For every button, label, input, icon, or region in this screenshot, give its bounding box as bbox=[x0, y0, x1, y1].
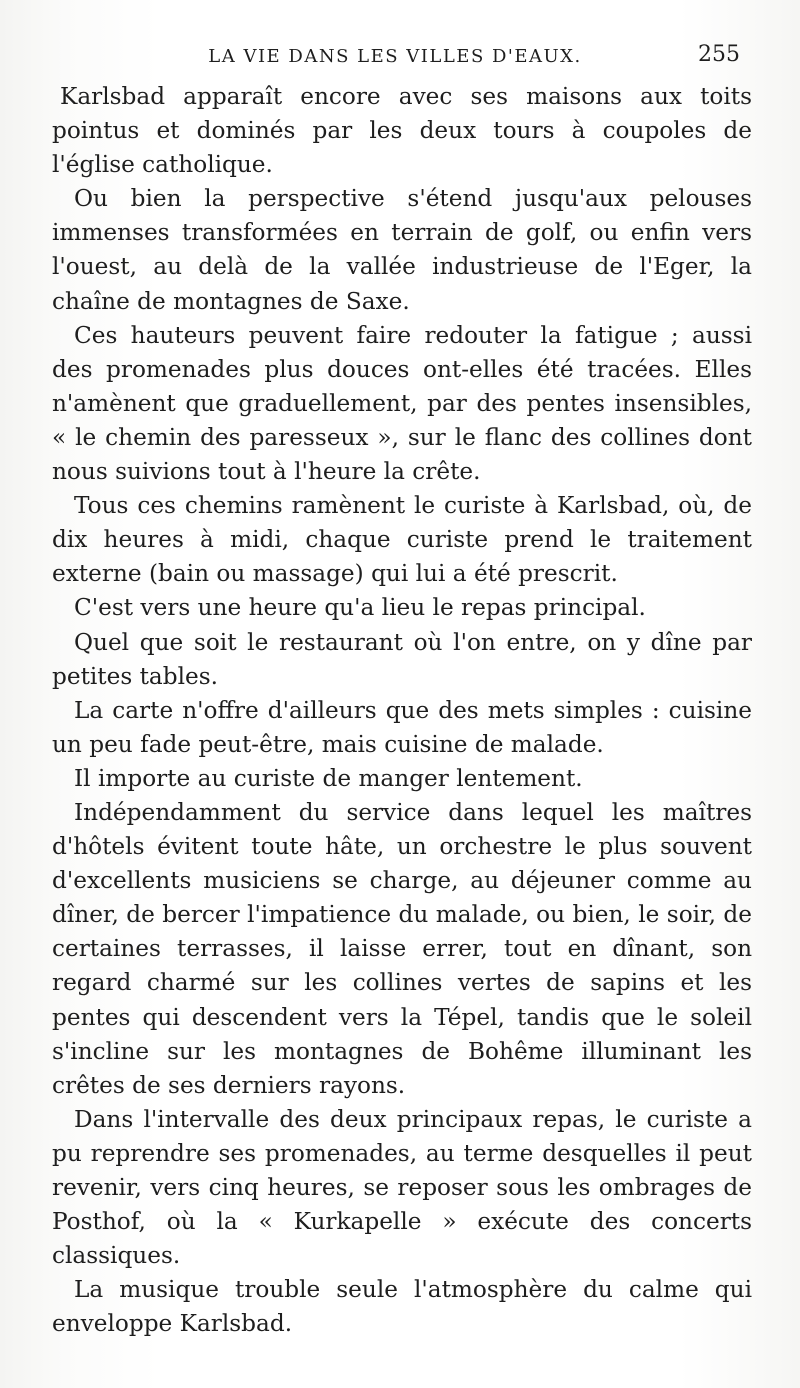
paragraph: Ou bien la perspective s'étend jusqu'aux pelouses immenses transformées en terrain de golf, ou enfin vers l'ouest, au delà de la vallée industrieuse de l'Eger, la chaîne de montagnes de Saxe. bbox=[52, 185, 752, 315]
page-header bbox=[50, 42, 740, 74]
body-text bbox=[52, 80, 752, 1341]
paragraph: La carte n'offre d'ailleurs que des mets simples : cuisine un peu fade peut-être, mais cuisine de malade. bbox=[52, 696, 752, 758]
paragraph: C'est vers une heure qu'a lieu le repas principal. bbox=[74, 594, 646, 622]
page-number: 255 bbox=[698, 42, 740, 67]
paragraph: Quel que soit le restaurant où l'on entre, on y dîne par petites tables. bbox=[52, 628, 752, 690]
paragraph: La musique trouble seule l'atmosphère du calme qui enveloppe Karlsbad. bbox=[52, 1276, 752, 1338]
paragraph: Il importe au curiste de manger lentement. bbox=[74, 764, 583, 792]
paragraph: Indépendamment du service dans lequel les maîtres d'hôtels évitent toute hâte, un orchestre le plus souvent d'excellents musiciens se charge, au déjeuner comme au dîner, de bercer l'impatience du malade, ou bien, le soir, de certaines terrasses, il laisse errer, tout en dînant, son regard charmé sur les collines vertes de sapins et les pentes qui descendent vers la Tépel, tandis que le soleil s'incline sur les montagnes de Bohême illuminant les crêtes de ses derniers rayons. bbox=[52, 798, 752, 1099]
paragraph: Dans l'intervalle des deux principaux repas, le curiste a pu reprendre ses promenades, au terme desquelles il peut revenir, vers cinq heures, se reposer sous les ombrages de Posthof, où la « Kurkapelle » exécute des concerts classiques. bbox=[52, 1105, 752, 1270]
paragraph: Tous ces chemins ramènent le curiste à Karlsbad, où, de dix heures à midi, chaque curiste prend le traitement externe (bain ou massage) qui lui a été prescrit. bbox=[52, 492, 752, 588]
running-title: LA VIE DANS LES VILLES D'EAUX. bbox=[208, 46, 582, 67]
paragraph: Ces hauteurs peuvent faire redouter la fatigue ; aussi des promenades plus douces ont-elles été tracées. Elles n'amènent que graduellement, par des pentes insensibles, « le chemin des paresseux », sur le flanc des collines dont nous suivions tout à l'heure la crête. bbox=[52, 321, 752, 486]
paragraph: Karlsbad apparaît encore avec ses maisons aux toits pointus et dominés par les deux tours à coupoles de l'église catholique. bbox=[52, 83, 752, 179]
